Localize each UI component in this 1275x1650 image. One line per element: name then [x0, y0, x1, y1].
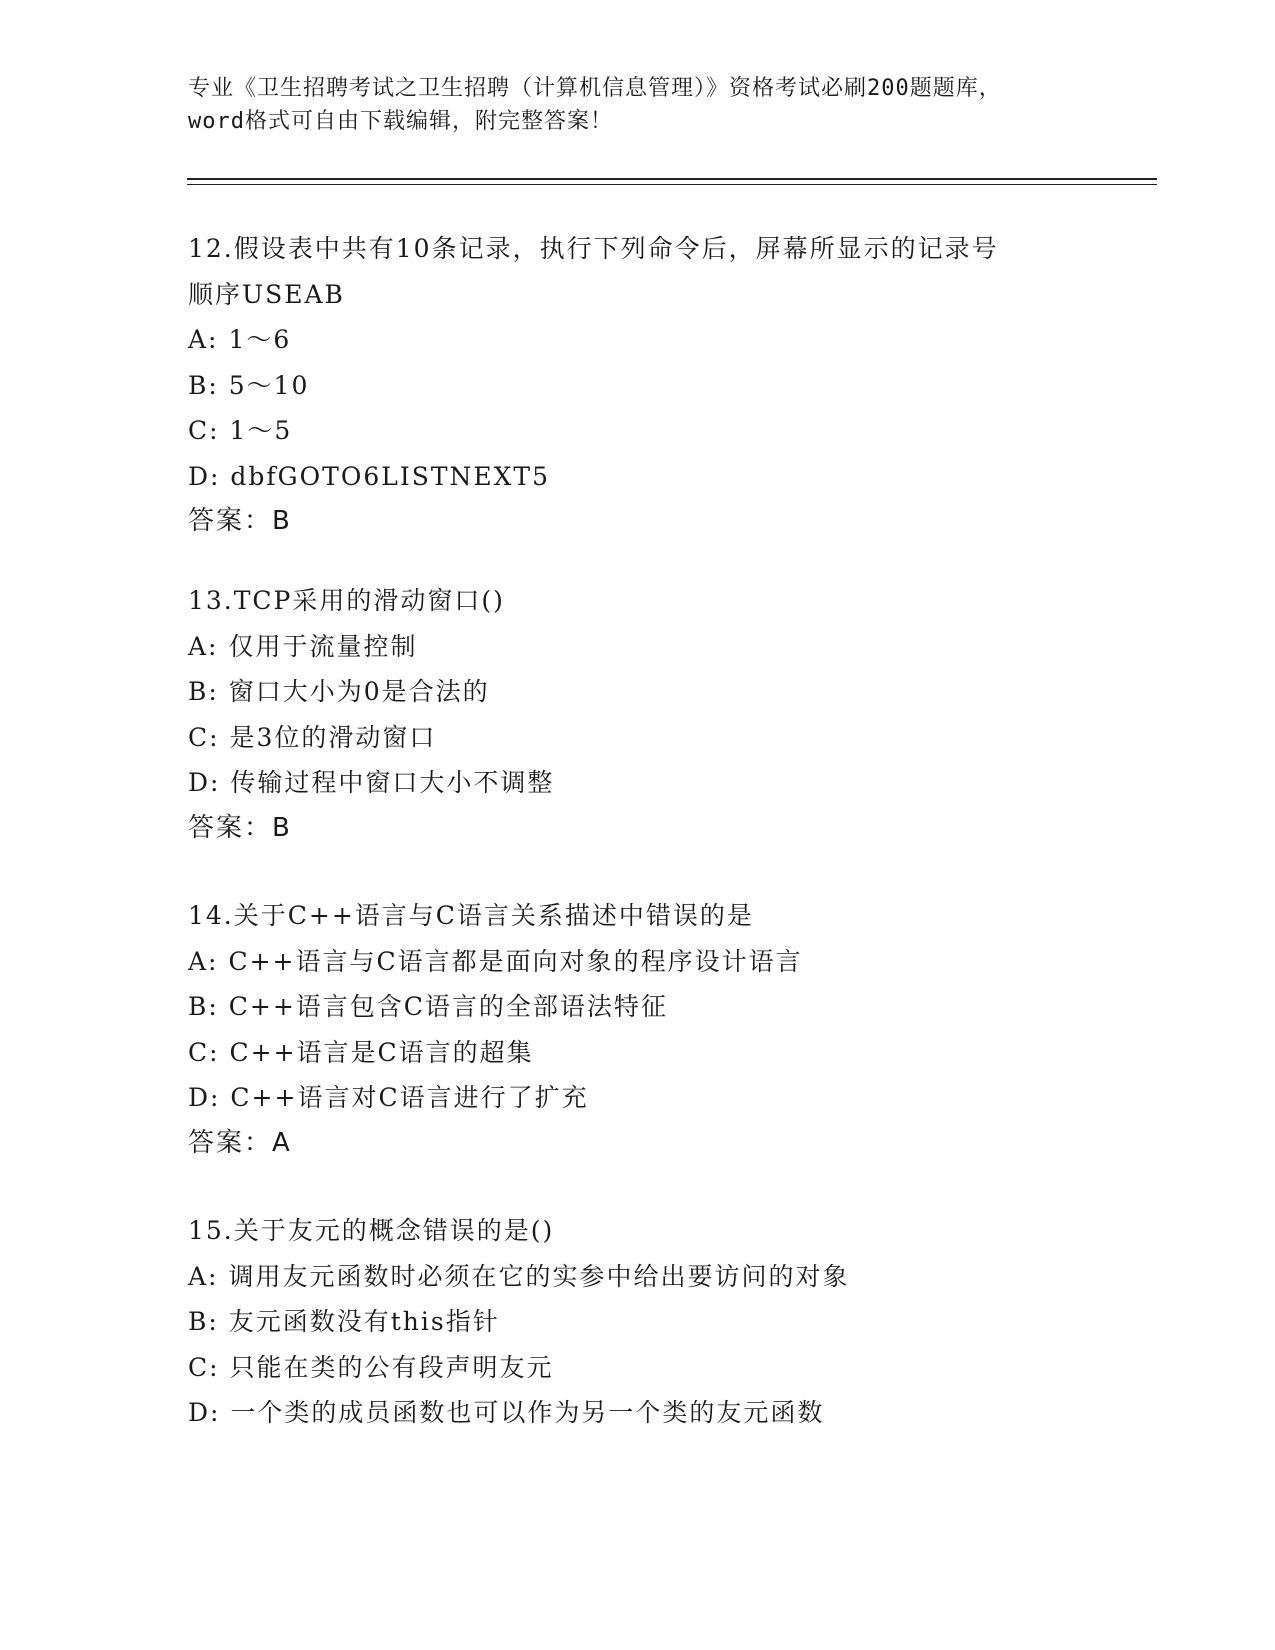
- option-letter: C:: [188, 722, 220, 752]
- answer-line: 答案：B: [188, 812, 292, 843]
- question-12: [188, 226, 1118, 545]
- option-c: [188, 1030, 1118, 1076]
- option-letter: C:: [188, 1352, 220, 1382]
- question-14: [188, 893, 1118, 1166]
- option-text: 窗口大小为0是合法的: [228, 677, 490, 706]
- question-stem: 15.关于友元的概念错误的是(): [188, 1216, 555, 1245]
- option-a: [188, 317, 1118, 363]
- option-letter: D:: [188, 768, 221, 797]
- option-letter: A:: [188, 325, 219, 354]
- option-c: [188, 715, 1118, 761]
- answer-line: 答案：A: [188, 1127, 292, 1158]
- option-text: 1～6: [228, 325, 292, 354]
- option-a: [188, 1254, 1118, 1300]
- question-stem: 12.假设表中共有10条记录，执行下列命令后，屏幕所显示的记录号: [188, 234, 999, 263]
- option-text: 调用友元函数时必须在它的实参中给出要访问的对象: [228, 1261, 850, 1291]
- option-text: 1～5: [229, 416, 293, 445]
- option-a: [188, 624, 1118, 670]
- question-stem: 14.关于C++语言与C语言关系描述中错误的是: [188, 901, 754, 930]
- option-text: 一个类的成员函数也可以作为另一个类的友元函数: [230, 1398, 825, 1427]
- option-c: [188, 408, 1118, 454]
- header-line-1: 专业《卫生招聘考试之卫生招聘（计算机信息管理）》资格考试必刷200题题库，: [188, 76, 1002, 101]
- option-letter: B:: [188, 1307, 219, 1336]
- option-letter: D:: [188, 1083, 221, 1112]
- option-text: 是3位的滑动窗口: [229, 722, 437, 752]
- option-b: [188, 984, 1118, 1030]
- option-text: 仅用于流量控制: [228, 631, 418, 661]
- option-b: [188, 669, 1118, 715]
- question-13: [188, 578, 1118, 851]
- question-stem: 顺序USEAB: [188, 279, 345, 309]
- header-line-2: word格式可自由下载编辑，附完整答案！: [188, 109, 613, 134]
- option-b: [188, 1299, 1118, 1345]
- option-d: [188, 1075, 1118, 1121]
- option-letter: D:: [188, 461, 221, 491]
- question-stem: 13.TCP采用的滑动窗口(): [188, 586, 505, 615]
- option-text: 友元函数没有this指针: [228, 1307, 500, 1336]
- option-a: [188, 939, 1118, 985]
- option-letter: A:: [188, 1261, 219, 1291]
- option-b: [188, 363, 1118, 409]
- option-letter: A:: [188, 631, 219, 661]
- option-text: C++语言包含C语言的全部语法特征: [228, 992, 668, 1021]
- option-letter: B:: [188, 677, 219, 706]
- option-text: C++语言对C语言进行了扩充: [230, 1083, 589, 1112]
- document-header: [188, 72, 1088, 138]
- option-d: [188, 760, 1118, 806]
- option-text: 传输过程中窗口大小不调整: [230, 768, 555, 797]
- question-15: [188, 1208, 1118, 1436]
- option-letter: D:: [188, 1398, 221, 1427]
- option-text: C++语言是C语言的超集: [229, 1037, 534, 1067]
- option-letter: C:: [188, 416, 220, 445]
- option-letter: B:: [188, 992, 219, 1021]
- option-text: 只能在类的公有段声明友元: [229, 1352, 554, 1382]
- option-d: [188, 454, 1118, 500]
- option-text: 5～10: [228, 370, 310, 400]
- answer-line: 答案：B: [188, 506, 292, 536]
- option-letter: A:: [188, 946, 219, 976]
- option-text: dbfGOTO6LISTNEXT5: [230, 461, 551, 491]
- header-double-rule: [187, 178, 1157, 185]
- option-d: [188, 1390, 1118, 1436]
- option-letter: C:: [188, 1037, 220, 1067]
- option-letter: B:: [188, 370, 219, 400]
- option-text: C++语言与C语言都是面向对象的程序设计语言: [228, 946, 803, 976]
- option-c: [188, 1345, 1118, 1391]
